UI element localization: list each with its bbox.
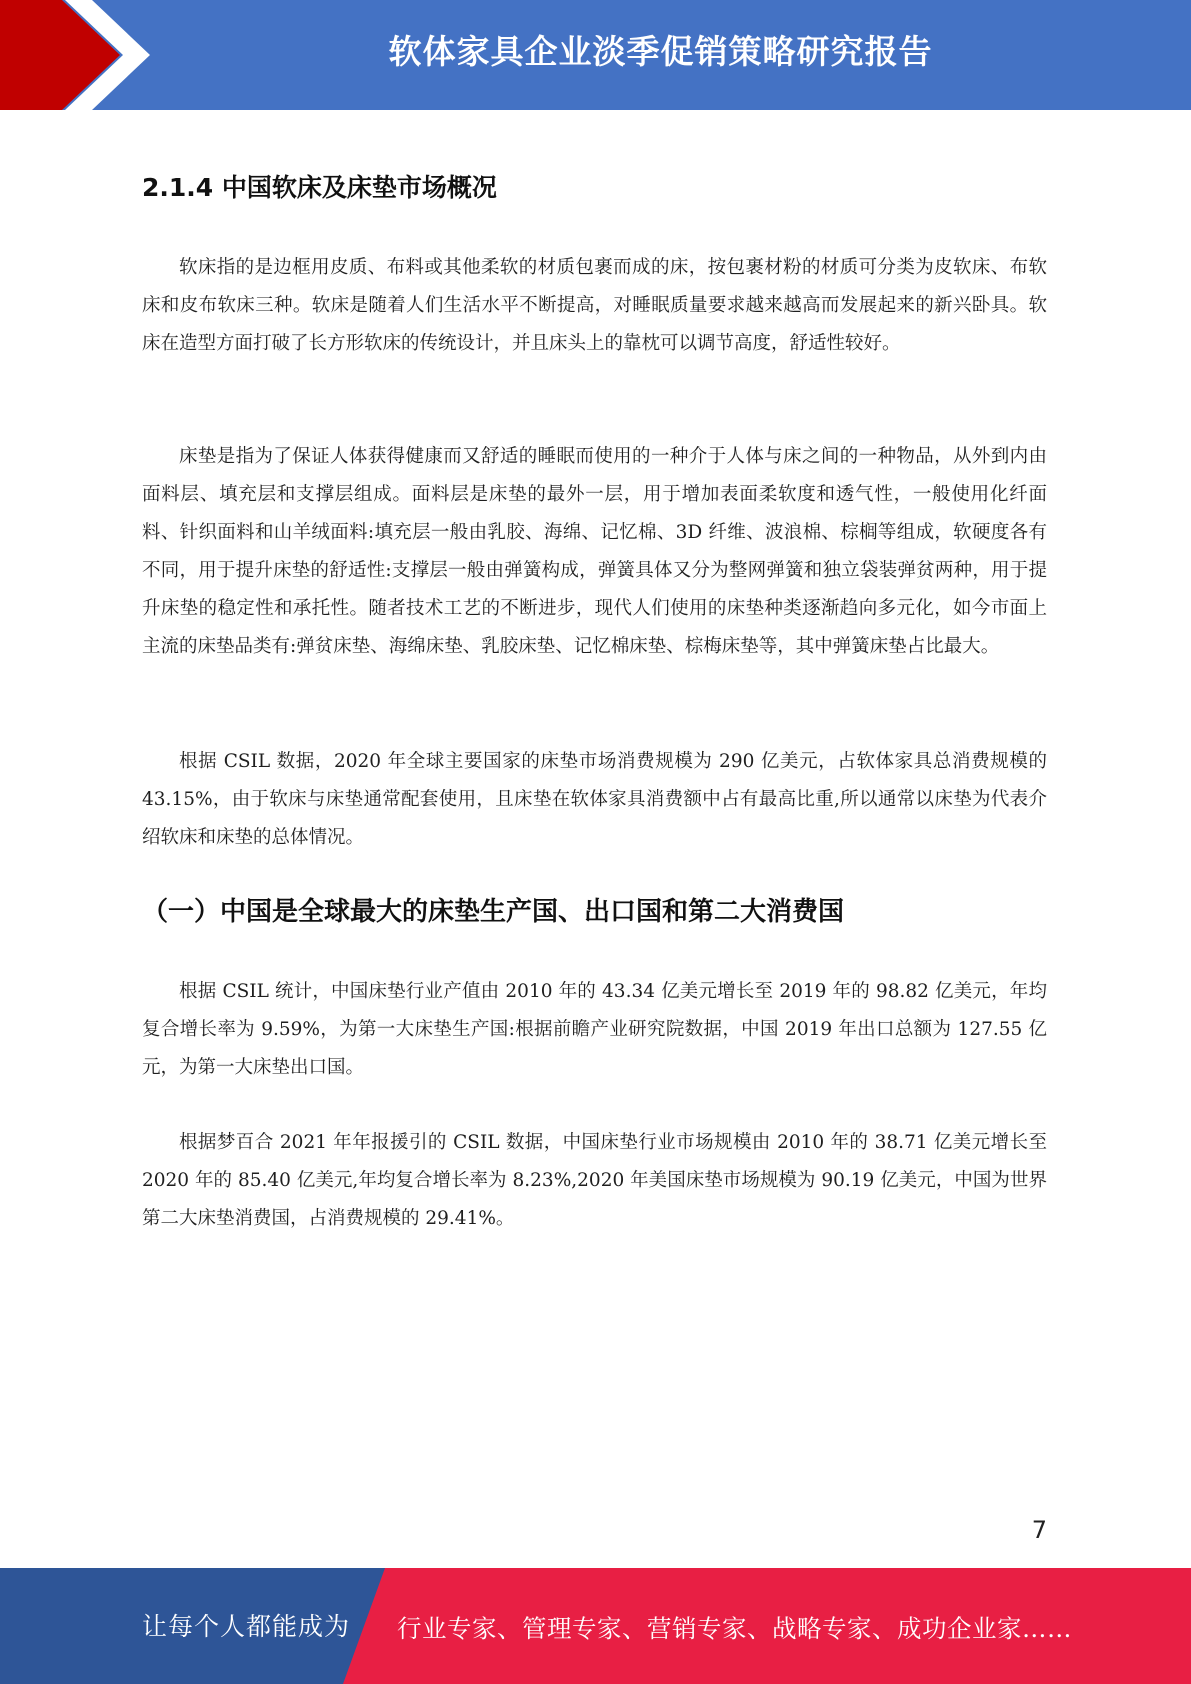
page-number: 7 [1031,1516,1047,1544]
report-header-banner [0,0,1191,110]
report-title: 软体家具企业淡季促销策略研究报告 [388,32,933,71]
footer-slogan-right: 行业专家、管理专家、营销专家、战略专家、成功企业家…… [397,1614,1072,1643]
paragraph-china-consumption: 根据梦百合 2021 年年报援引的 CSIL 数据，中国床垫行业市场规模由 2010 年的 38.71 亿美元增长至 2020 年的 85.40 亿美元,年均复合增长率为 8.23%,2020 年美国床垫市场规模为 90.19 亿美元，中国为世界第二大床垫消费国，占消费规模的 29.41%。 [142,1132,1047,1229]
footer-slogan-left: 让每个人都能成为 [142,1612,351,1641]
subsection-heading: （一）中国是全球最大的床垫生产国、出口国和第二大消费国 [142,897,845,927]
paragraph-soft-bed-definition: 软床指的是边框用皮质、布料或其他柔软的材质包裹而成的床，按包裹材粉的材质可分类为皮软床、布软床和皮布软床三种。软床是随着人们生活水平不断提高，对睡眠质量要求越来越高而发展起来的新兴卧具。软床在造型方面打破了长方形软床的传统设计，并且床头上的靠枕可以调节高度，舒适性较好。 [142,257,1047,354]
paragraph-mattress-definition: 床垫是指为了保证人体获得健康而又舒适的睡眠而使用的一种介于人体与床之间的一种物品，从外到内由面料层、填充层和支撑层组成。面料层是床垫的最外一层，用于增加表面柔软度和透气性，一般使用化纤面料、针织面料和山羊绒面料:填充层一般由乳胶、海绵、记忆棉、3D 纤维、波浪棉、棕榈等组成，软硬度各有不同，用于提升床垫的舒适性:支撑层一般由弹簧构成，弹簧具体又分为整网弹簧和独立袋装弹贫两种，用于提升床垫的稳定性和承托性。随者技术工艺的不断进步，现代人们使用的床垫种类逐渐趋向多元化，如今市面上主流的床垫品类有:弹贫床垫、海绵床垫、乳胶床垫、记忆棉床垫、棕梅床垫等，其中弹簧床垫占比最大。 [142,446,1047,657]
footer-banner [0,1568,1191,1684]
section-heading: 2.1.4 中国软床及床垫市场概况 [142,173,497,202]
paragraph-csil-global-market: 根据 CSIL 数据，2020 年全球主要国家的床垫市场消费规模为 290 亿美元，占软体家具总消费规模的 43.15%，由于软床与床垫通常配套使用，且床垫在软体家具消费额中占有最高比重,所以通常以床垫为代表介绍软床和床垫的总体情况。 [142,751,1047,848]
paragraph-china-production: 根据 CSIL 统计，中国床垫行业产值由 2010 年的 43.34 亿美元增长至 2019 年的 98.82 亿美元，年均复合增长率为 9.59%，为第一大床垫生产国:根据前瞻产业研究院数据，中国 2019 年出口总额为 127.55 亿元，为第一大床垫出口国。 [142,981,1047,1078]
